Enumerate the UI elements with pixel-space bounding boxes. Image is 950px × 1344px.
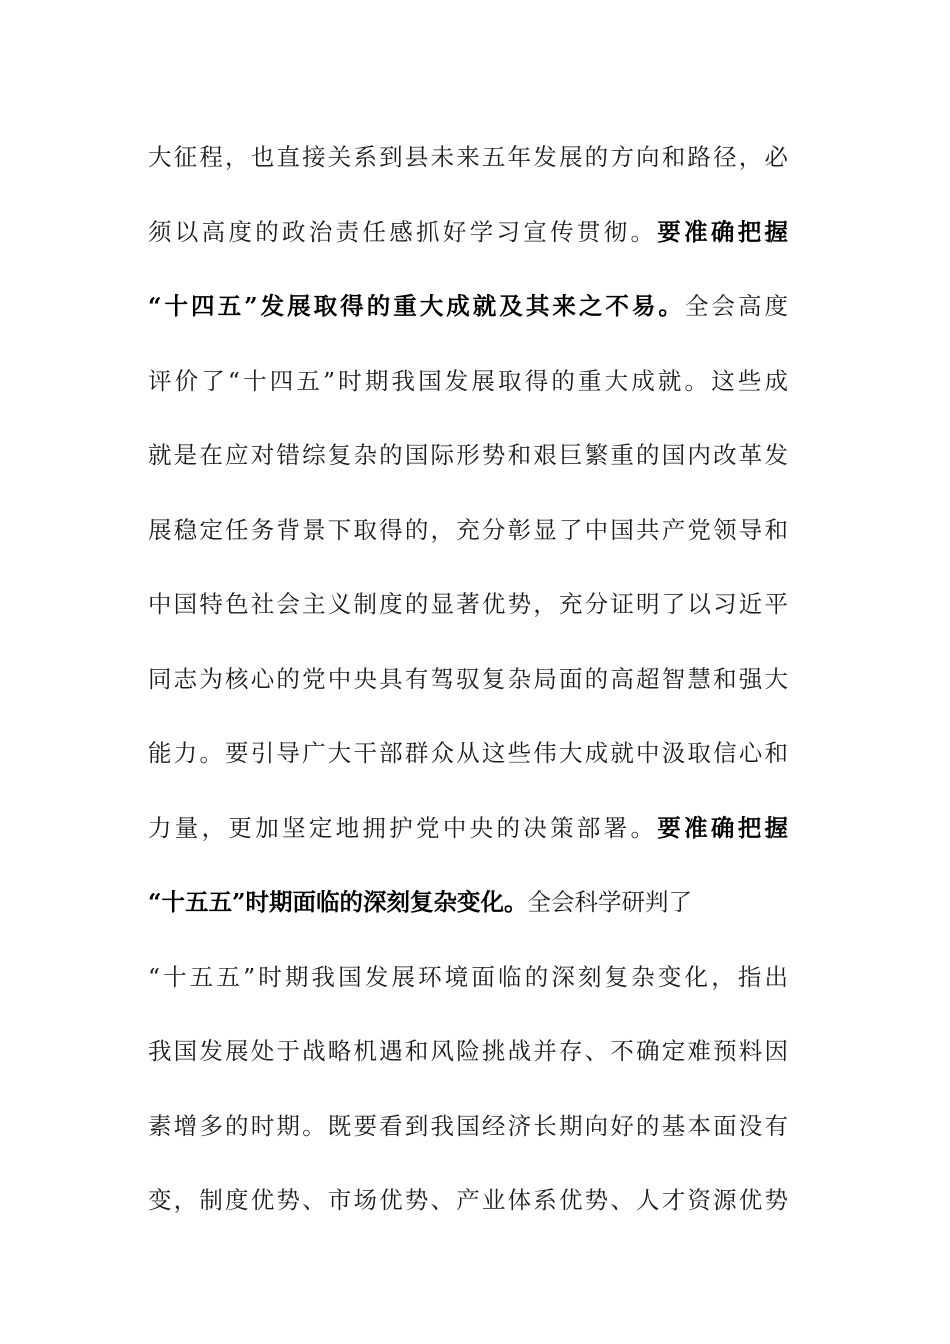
- paragraph-text: 素增多的时期。既要看到我国经济长期向好的基本面没有: [148, 1111, 788, 1140]
- text-line: [148, 1014, 788, 1089]
- paragraph-text: 能力。要引导广大干部群众从这些伟大成就中汲取信心和: [148, 739, 788, 767]
- text-line: [148, 1163, 788, 1238]
- paragraph-text: 须以高度的政治责任感抓好学习宣传贯彻。: [148, 217, 658, 246]
- text-line: [148, 716, 788, 791]
- text-line: [148, 269, 788, 344]
- text-line: [148, 120, 788, 195]
- bold-heading-text: “十四五”发展取得的重大成就及其来之不易。: [148, 292, 685, 320]
- text-line: [148, 418, 788, 493]
- bold-heading-text: 要准确把握: [657, 813, 789, 842]
- paragraph-text: 中国特色社会主义制度的显著优势，充分证明了以习近平: [148, 590, 788, 618]
- paragraph-text: 全会科学研判了: [527, 888, 693, 916]
- paragraph-text: 变，制度优势、市场优势、产业体系优势、人才资源优势: [148, 1186, 788, 1214]
- paragraph-text: 力量，更加坚定地拥护党中央的决策部署。: [148, 813, 658, 842]
- text-line: [148, 791, 788, 866]
- paragraph-text: 评价了“十四五”时期我国发展取得的重大成就。这些成: [148, 366, 788, 395]
- text-line: [148, 344, 788, 419]
- text-line: [148, 642, 788, 717]
- paragraph-text: 就是在应对错综复杂的国际形势和艰巨繁重的国内改革发: [148, 441, 788, 469]
- text-line: [148, 195, 788, 270]
- paragraph-text: 同志为核心的党中央具有驾驭复杂局面的高超智慧和强大: [148, 664, 788, 693]
- text-line: [148, 493, 788, 568]
- text-line: [148, 865, 788, 940]
- text-line: [148, 940, 788, 1015]
- body-text: [148, 120, 788, 1238]
- text-line: [148, 567, 788, 642]
- paragraph-text: 我国发展处于战略机遇和风险挑战并存、不确定难预料因: [148, 1037, 788, 1065]
- paragraph-text: 展稳定任务背景下取得的，充分彰显了中国共产党领导和: [148, 515, 788, 544]
- bold-heading-text: 要准确把握: [657, 217, 789, 246]
- paragraph-text: “十五五”时期我国发展环境面临的深刻复杂变化，指出: [148, 962, 788, 991]
- paragraph-text: 大征程，也直接关系到县未来五年发展的方向和路径，必: [148, 143, 788, 171]
- paragraph-text: 全会高度: [684, 292, 788, 320]
- text-line: [148, 1089, 788, 1164]
- bold-heading-text: “十五五”时期面临的深刻复杂变化。: [148, 888, 528, 916]
